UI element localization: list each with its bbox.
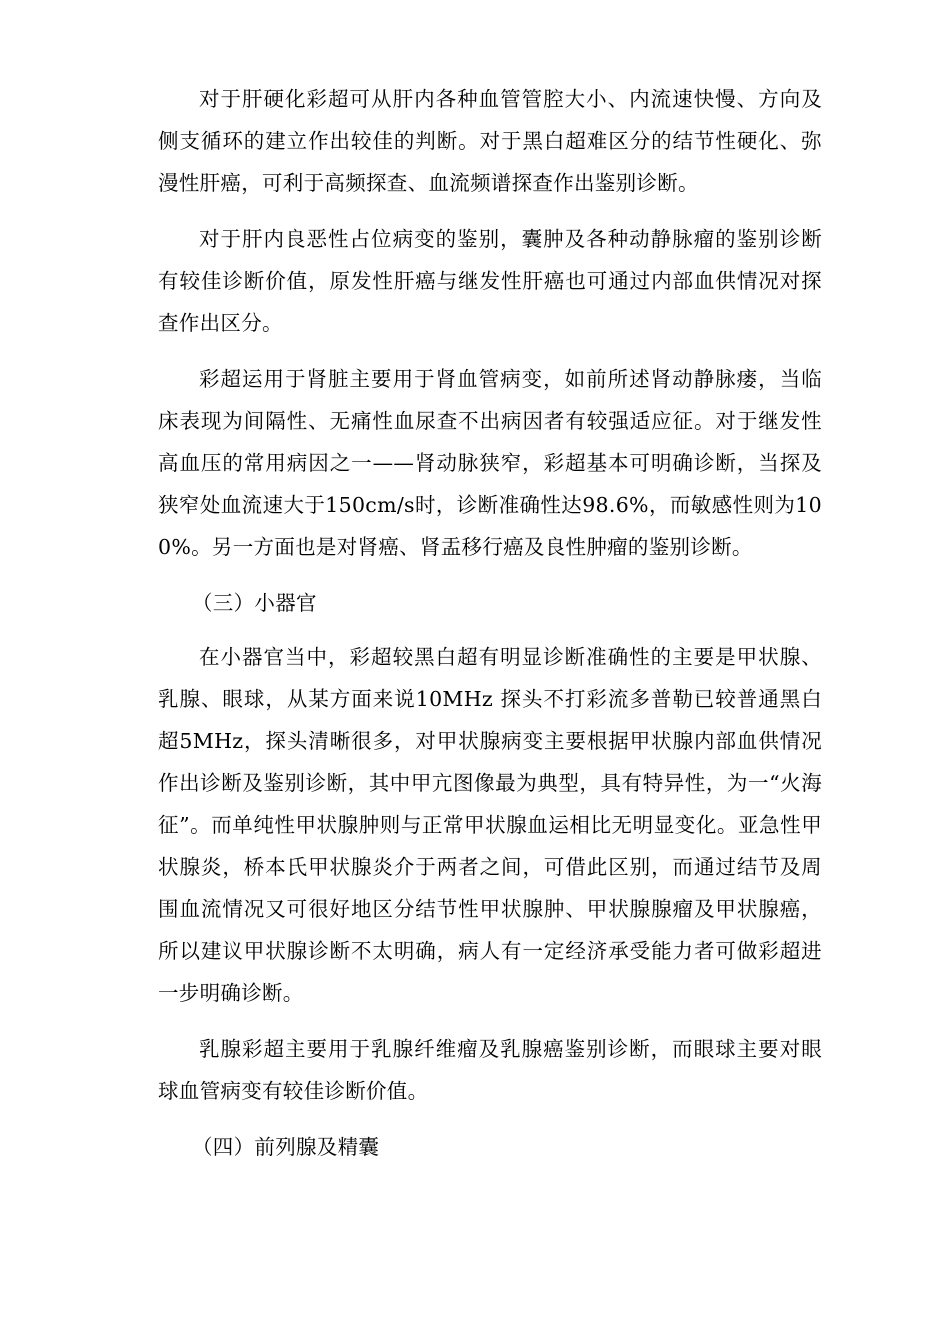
document-page [158, 78, 822, 1180]
paragraph-kidney: 彩超运用于肾脏主要用于肾血管病变，如前所述肾动静脉瘘，当临床表现为间隔性、无痛性血尿查不出病因者有较强适应征。对于继发性高血压的常用病因之一——肾动脉狭窄，彩超基本可明确诊断，当探及狭窄处血流速大于150cm/s时，诊断准确性达98.6%，而敏感性则为100%。另一方面也是对肾癌、肾盂移行癌及良性肿瘤的鉴别诊断。 [158, 367, 822, 559]
section-heading-prostate: （四）前列腺及精囊 [192, 1135, 380, 1159]
paragraph-thyroid: 在小器官当中，彩超较黑白超有明显诊断准确性的主要是甲状腺、乳腺、眼球，从某方面来说10MHz 探头不打彩流多普勒已较普通黑白超5MHz，探头清晰很多，对甲状腺病变主要根据甲状腺内部血供情况作出诊断及鉴别诊断，其中甲亢图像最为典型，具有特异性，为一“火海征”。而单纯性甲状腺肿则与正常甲状腺血运相比无明显变化。亚急性甲状腺炎，桥本氏甲状腺炎介于两者之间，可借此区别，而通过结节及周围血流情况又可很好地区分结节性甲状腺肿、甲状腺腺瘤及甲状腺癌，所以建议甲状腺诊断不太明确，病人有一定经济承受能力者可做彩超进一步明确诊断。 [158, 645, 822, 1005]
paragraph-liver-cirrhosis: 对于肝硬化彩超可从肝内各种血管管腔大小、内流速快慢、方向及侧支循环的建立作出较佳的判断。对于黑白超难区分的结节性硬化、弥漫性肝癌，可利于高频探查、血流频谱探查作出鉴别诊断。 [158, 87, 822, 195]
paragraph-liver-lesions: 对于肝内良恶性占位病变的鉴别，囊肿及各种动静脉瘤的鉴别诊断有较佳诊断价值，原发性肝癌与继发性肝癌也可通过内部血供情况对探查作出区分。 [158, 227, 822, 335]
paragraph-breast-eye: 乳腺彩超主要用于乳腺纤维瘤及乳腺癌鉴别诊断，而眼球主要对眼球血管病变有较佳诊断价值。 [158, 1037, 822, 1103]
section-heading-small-organs: （三）小器官 [192, 591, 317, 615]
